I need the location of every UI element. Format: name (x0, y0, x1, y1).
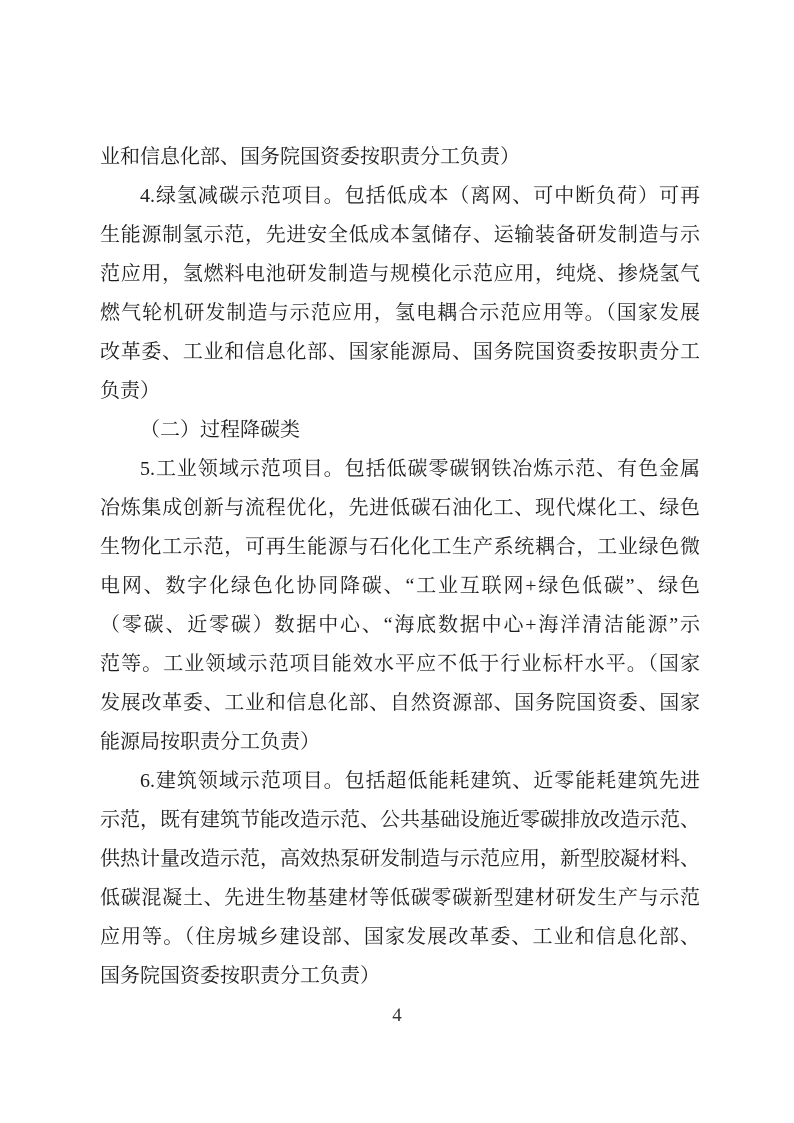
text-line: （二）过程降碳类 (140, 419, 300, 441)
text-line: 燃气轮机研发制造与示范应用，氢电耦合示范应用等。（国家发展 (100, 302, 700, 324)
text-line: 5.工业领域示范项目。包括低碳零碳钢铁冶炼示范、有色金属 (140, 458, 700, 480)
page-footer (0, 1003, 794, 1029)
text-line: 供热计量改造示范，高效热泵研发制造与示范应用，新型胶凝材料、 (100, 848, 700, 870)
text-line: 应用等。（住房城乡建设部、国家发展改革委、工业和信息化部、 (100, 926, 700, 948)
page-number: 4 (392, 1005, 402, 1026)
text-line: 业和信息化部、国务院国资委按职责分工负责） (100, 146, 520, 168)
document-body (100, 138, 700, 996)
text-line: 4.绿氢减碳示范项目。包括低成本（离网、可中断负荷）可再 (140, 185, 700, 207)
text-line: 改革委、工业和信息化部、国家能源局、国务院国资委按职责分工 (100, 341, 700, 363)
text-line: 电网、数字化绿色化协同降碳、“工业互联网+绿色低碳”、绿色 (100, 575, 700, 597)
text-line: 负责） (100, 380, 160, 402)
text-line: 范应用，氢燃料电池研发制造与规模化示范应用，纯烧、掺烧氢气 (100, 263, 700, 285)
text-line: 低碳混凝土、先进生物基建材等低碳零碳新型建材研发生产与示范 (100, 887, 700, 909)
text-line: 6.建筑领域示范项目。包括超低能耗建筑、近零能耗建筑先进 (140, 770, 700, 792)
text-line: 发展改革委、工业和信息化部、自然资源部、国务院国资委、国家 (100, 692, 700, 714)
text-line: （零碳、近零碳）数据中心、“海底数据中心+海洋清洁能源”示 (100, 614, 700, 636)
text-line: 范等。工业领域示范项目能效水平应不低于行业标杆水平。（国家 (100, 653, 700, 675)
text-line: 生物化工示范，可再生能源与石化化工生产系统耦合，工业绿色微 (100, 536, 700, 558)
text-line: 冶炼集成创新与流程优化，先进低碳石油化工、现代煤化工、绿色 (100, 497, 700, 519)
text-line: 示范，既有建筑节能改造示范、公共基础设施近零碳排放改造示范、 (100, 809, 700, 831)
text-line: 能源局按职责分工负责） (100, 731, 320, 753)
text-line: 国务院国资委按职责分工负责） (100, 965, 380, 987)
text-line: 生能源制氢示范，先进安全低成本氢储存、运输装备研发制造与示 (100, 224, 700, 246)
